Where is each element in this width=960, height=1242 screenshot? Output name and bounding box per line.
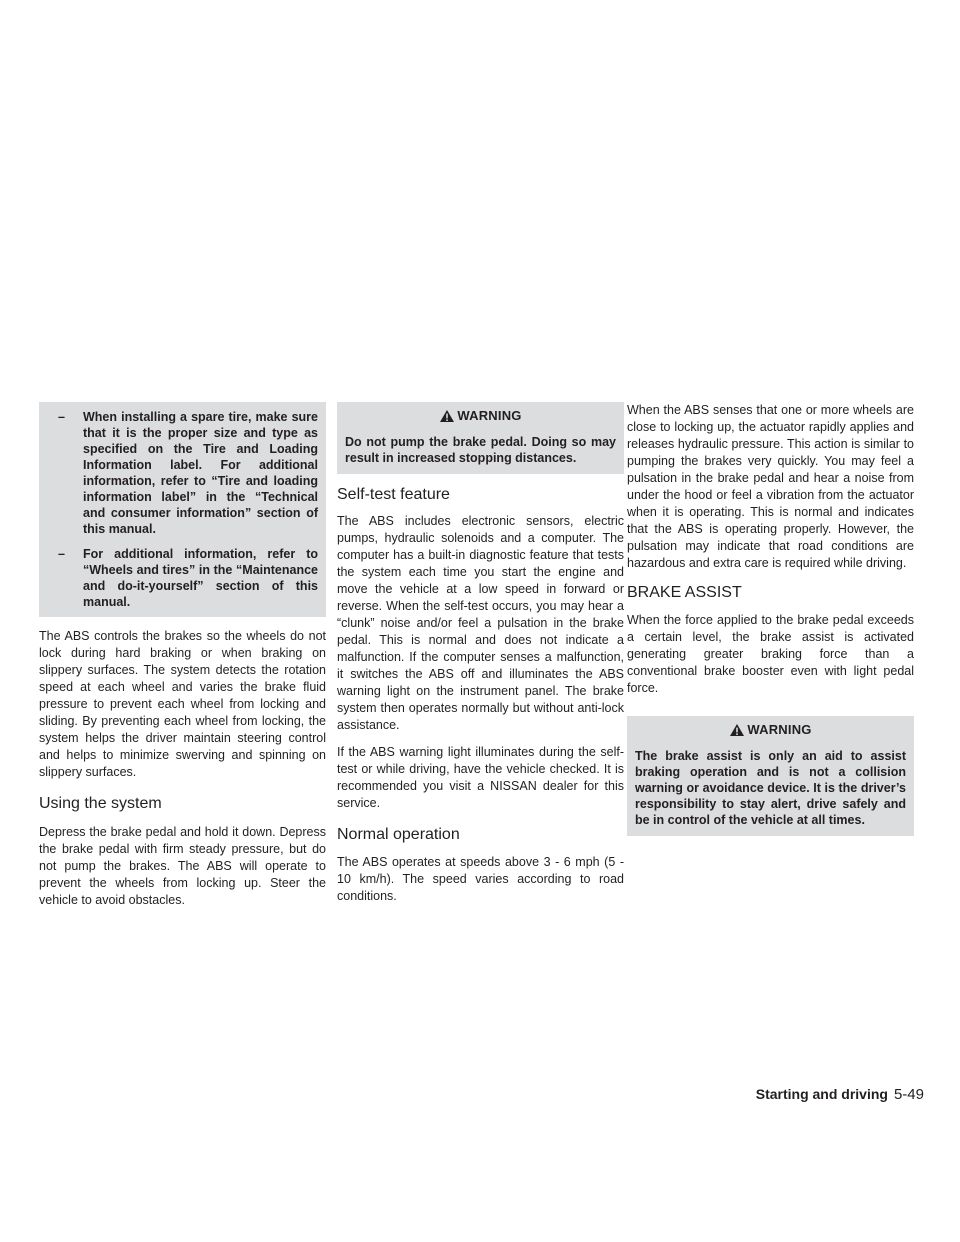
page-number: 5-49 <box>893 1086 924 1103</box>
brake-assist-paragraph: When the force applied to the brake pedal exceeds a certain level, the brake assist is activated generating greater braking force than a conventional brake booster even with light pedal force. <box>627 613 914 695</box>
self-test-heading: Self-test feature <box>337 486 450 503</box>
warning-text: Do not pump the brake pedal. Doing so may result in increased stopping distances. <box>345 435 616 465</box>
warning-triangle-icon <box>439 409 455 426</box>
using-system-paragraph: Depress the brake pedal and hold it down. Depress the brake pedal with firm steady pressure, but do not pump the brakes. The ABS will operate to prevent the wheels from locking up. Steer the vehicle to avoid obstacles. <box>39 825 326 907</box>
column-middle <box>337 402 624 905</box>
using-system-heading: Using the system <box>39 795 162 812</box>
dash-marker: – <box>58 410 65 424</box>
page-footer <box>706 1086 924 1103</box>
footer-section-title: Starting and driving <box>755 1086 888 1102</box>
dash-marker: – <box>58 547 65 561</box>
warning-list-text: For additional information, refer to “Wheels and tires” in the “Maintenance and do-it-yourself” section of this manual. <box>83 547 318 609</box>
warning-list-item <box>47 546 318 610</box>
warning-continued-box <box>39 402 326 617</box>
warning-list-item <box>47 409 318 537</box>
self-test-paragraph-2: If the ABS warning light illuminates during the self-test or while driving, have the vehicle checked. It is recommended you visit a NISSAN dealer for this service. <box>337 745 624 810</box>
normal-operation-heading: Normal operation <box>337 826 460 843</box>
warning-box-pump <box>337 402 624 474</box>
warning-title: WARNING <box>747 722 812 737</box>
brake-assist-heading: BRAKE ASSIST <box>627 584 742 601</box>
normal-operation-paragraph: The ABS operates at speeds above 3 - 6 mph (5 - 10 km/h). The speed varies according to road conditions. <box>337 855 624 903</box>
abs-senses-paragraph: When the ABS senses that one or more wheels are close to locking up, the actuator rapidly applies and releases hydraulic pressure. This action is similar to pumping the brakes very quickly. You may feel a pulsation in the brake pedal and hear a noise from under the hood or feel a vibration from the actuator when it is operating. This is normal and indicates that the ABS is operating properly. However, the pulsation may indicate that road conditions are hazardous and extra care is required while driving. <box>627 403 914 570</box>
warning-title: WARNING <box>457 408 522 423</box>
warning-text: The brake assist is only an aid to assist braking operation and is not a collision warning or avoidance device. It is the driver’s responsibility to stay alert, drive safely and be in control of the vehicle at all times. <box>635 749 906 827</box>
warning-list-text: When installing a spare tire, make sure that it is the proper size and type as specified on the Tire and Loading Information label. For additional information, refer to “Tire and loading information label” in the “Technical and consumer information” section of this manual. <box>83 410 318 536</box>
warning-box-brake-assist <box>627 716 914 836</box>
self-test-paragraph: The ABS includes electronic sensors, electric pumps, hydraulic solenoids and a computer. The computer has a built-in diagnostic feature that tests the system each time you start the engine and move the vehicle at a low speed in forward or reverse. When the self-test occurs, you may hear a “clunk” noise and/or feel a pulsation in the brake pedal. This is normal and does not indicate a malfunction. If the computer senses a malfunction, it switches the ABS off and illuminates the ABS warning light on the instrument panel. The brake system then operates normally but without anti-lock assistance. <box>337 514 624 732</box>
abs-description-paragraph: The ABS controls the brakes so the wheels do not lock during hard braking or when braking on slippery surfaces. The system detects the rotation speed at each wheel and varies the brake fluid pressure to prevent each wheel from locking and sliding. By preventing each wheel from locking, the system helps the driver maintain steering control and helps to minimize swerving and spinning on slippery surfaces. <box>39 629 326 779</box>
warning-triangle-icon <box>729 723 745 740</box>
warning-header <box>337 402 624 431</box>
column-left <box>39 402 326 909</box>
column-right <box>627 402 914 836</box>
warning-header <box>627 716 914 745</box>
